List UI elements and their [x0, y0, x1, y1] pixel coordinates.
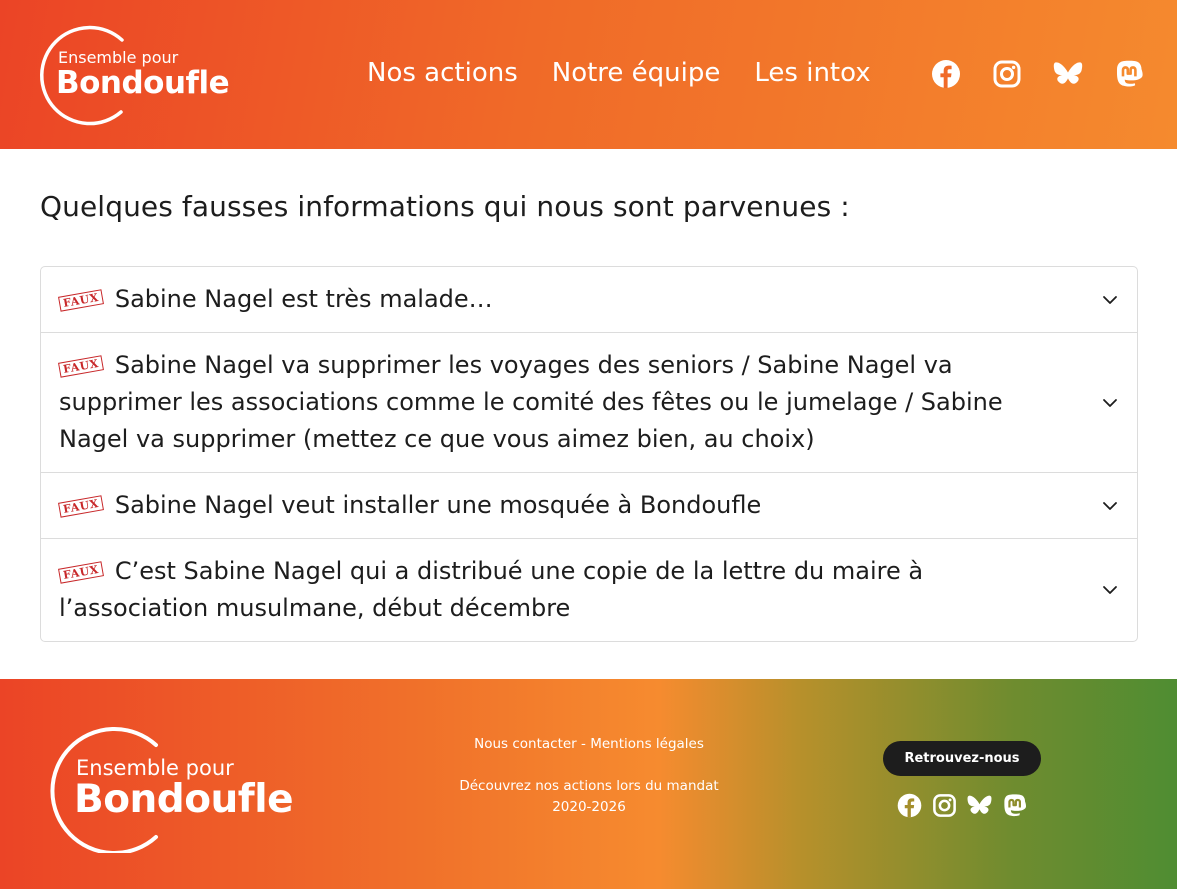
main-nav: [367, 56, 905, 90]
accordion-item-title: Sabine Nagel est très malade…: [114, 285, 493, 313]
nav-item-team[interactable]: Notre équipe: [551, 58, 721, 88]
header-social-links: [930, 58, 1145, 90]
logo-line1: Ensemble pour: [58, 48, 179, 67]
accordion-item-title: Sabine Nagel va supprimer les voyages des seniors / Sabine Nagel va supprimer les associations comme le comité des fêtes ou le jumelage / Sabine Nagel va supprimer (mettez ce que vous aimez bien, au choix): [59, 351, 1003, 453]
fake-news-accordion: [40, 266, 1138, 642]
footer-social-links: [896, 792, 1028, 819]
nav-item-actions[interactable]: Nos actions: [367, 58, 518, 88]
footer-logo[interactable]: [38, 719, 294, 853]
mandate-link[interactable]: [439, 776, 739, 818]
mandate-line1: Découvrez nos actions lors du mandat: [459, 778, 719, 794]
accordion-item-title: C’est Sabine Nagel qui a distribué une copie de la lettre du maire à l’association musulmane, début décembre: [59, 557, 924, 622]
faux-stamp-icon: FAUX: [58, 495, 104, 517]
bluesky-icon[interactable]: [966, 792, 993, 819]
instagram-icon[interactable]: [931, 792, 958, 819]
page-title: Quelques fausses informations qui nous sont parvenues :: [40, 190, 850, 223]
facebook-icon[interactable]: [896, 792, 923, 819]
chevron-down-icon[interactable]: [1101, 497, 1119, 515]
logo-line2: Bondoufle: [56, 65, 230, 101]
instagram-icon[interactable]: [991, 58, 1023, 90]
faux-stamp-icon: FAUX: [58, 289, 104, 311]
chevron-down-icon[interactable]: [1101, 394, 1119, 412]
mastodon-icon[interactable]: [1113, 58, 1145, 90]
accordion-item-title: Sabine Nagel veut installer une mosquée à Bondoufle: [114, 491, 762, 519]
logo-line2: Bondoufle: [74, 777, 294, 822]
legal-link[interactable]: Mentions légales: [590, 736, 704, 752]
site-footer: [0, 679, 1177, 889]
site-header: [0, 0, 1177, 149]
accordion-item[interactable]: [41, 267, 1137, 333]
mandate-line2: 2020-2026: [552, 799, 626, 815]
bluesky-icon[interactable]: [1052, 58, 1084, 90]
accordion-item[interactable]: [41, 473, 1137, 539]
facebook-icon[interactable]: [930, 58, 962, 90]
accordion-item[interactable]: [41, 539, 1137, 641]
chevron-down-icon[interactable]: [1101, 291, 1119, 309]
contact-link[interactable]: Nous contacter: [474, 736, 577, 752]
accordion-item[interactable]: [41, 333, 1137, 473]
find-us-button[interactable]: Retrouvez-nous: [883, 741, 1041, 776]
link-separator: -: [576, 736, 591, 752]
site-logo[interactable]: [28, 20, 228, 126]
chevron-down-icon[interactable]: [1101, 581, 1119, 599]
faux-stamp-icon: FAUX: [58, 355, 104, 377]
nav-item-intox[interactable]: Les intox: [754, 58, 871, 88]
mastodon-icon[interactable]: [1001, 792, 1028, 819]
logo-line1: Ensemble pour: [76, 756, 234, 780]
footer-links: [439, 735, 739, 818]
faux-stamp-icon: FAUX: [58, 561, 104, 583]
